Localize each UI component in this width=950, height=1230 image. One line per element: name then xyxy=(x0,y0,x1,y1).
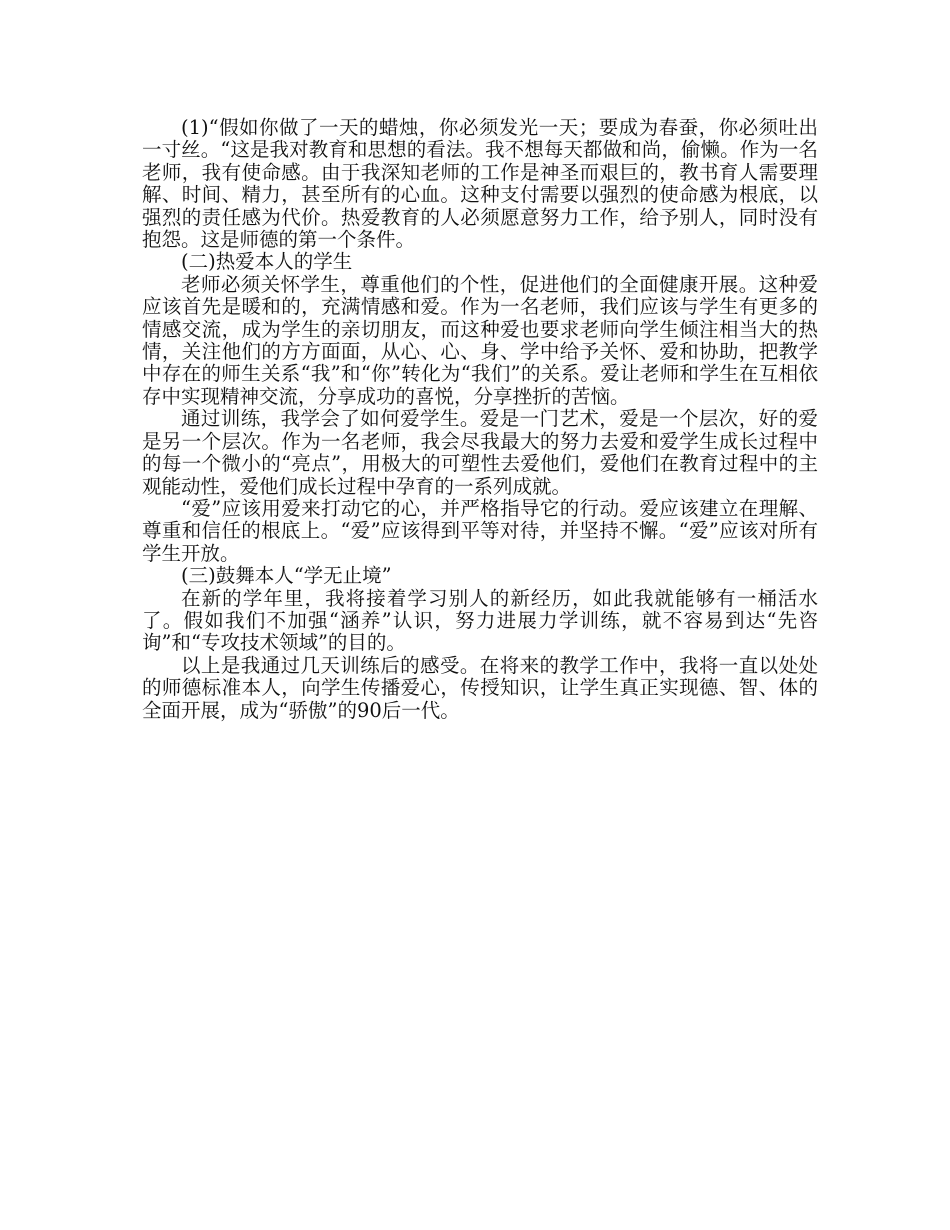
paragraph-learned-to-love: 通过训练，我学会了如何爱学生。爱是一门艺术，爱是一个层次，好的爱是另一个层次。作为一名老师，我会尽我最大的努力去爱和爱学生成长过程中的每一个微小的“亮点”，用极大的可塑性去爱他们，爱他们在教育过程中的主观能动性，爱他们成长过程中孕育的一系列成就。 xyxy=(142,407,818,498)
paragraph-candle-metaphor: (1)“假如你做了一天的蜡烛，你必须发光一天；要成为春蚕，你必须吐出一寸丝。“这是我对教育和思想的看法。我不想每天都做和尚，偷懒。作为一名老师，我有使命感。由于我深知老师的工作是神圣而艰巨的，教书育人需要理解、时间、精力，甚至所有的心血。这种支付需要以强烈的使命感为根底，以强烈的责任感为代价。热爱教育的人必须愿意努力工作，给予别人，同时没有抱怨。这是师德的第一个条件。 xyxy=(142,116,818,252)
section-heading-endless-learning: (三)鼓舞本人“学无止境” xyxy=(181,564,392,588)
paragraph-new-school-year: 在新的学年里，我将接着学习别人的新经历，如此我就能够有一桶活水了。假如我们不加强“涵养”认识，努力进展力学训练，就不容易到达“先咨询”和“专攻技术领域”的目的。 xyxy=(142,586,818,655)
paragraph-care-students: 老师必须关怀学生，尊重他们的个性，促进他们的全面健康开展。这种爱应该首先是暖和的，充满情感和爱。作为一名老师，我们应该与学生有更多的情感交流，成为学生的亲切朋友，而这种爱也要求老师向学生倾注相当大的热情，关注他们的方方面面，从心、心、身、学中给予关怀、爱和协助，把教学中存在的师生关系“我”和“你”转化为“我们”的关系。爱让老师和学生在互相依存中实现精神交流，分享成功的喜悦，分享挫折的苦恼。 xyxy=(142,272,818,408)
section-heading-love-students: (二)热爱本人的学生 xyxy=(181,250,353,274)
paragraph-conclusion: 以上是我通过几天训练后的感受。在将来的教学工作中，我将一直以处处的师德标准本人，向学生传播爱心，传授知识，让学生真正实现德、智、体的全面开展，成为“骄傲”的90后一代。 xyxy=(142,653,818,722)
document-body xyxy=(142,117,818,722)
paragraph-love-principles: “爱”应该用爱来打动它的心，并严格指导它的行动。爱应该建立在理解、尊重和信任的根底上。“爱”应该得到平等对待，并坚持不懈。“爱”应该对所有学生开放。 xyxy=(142,496,818,565)
